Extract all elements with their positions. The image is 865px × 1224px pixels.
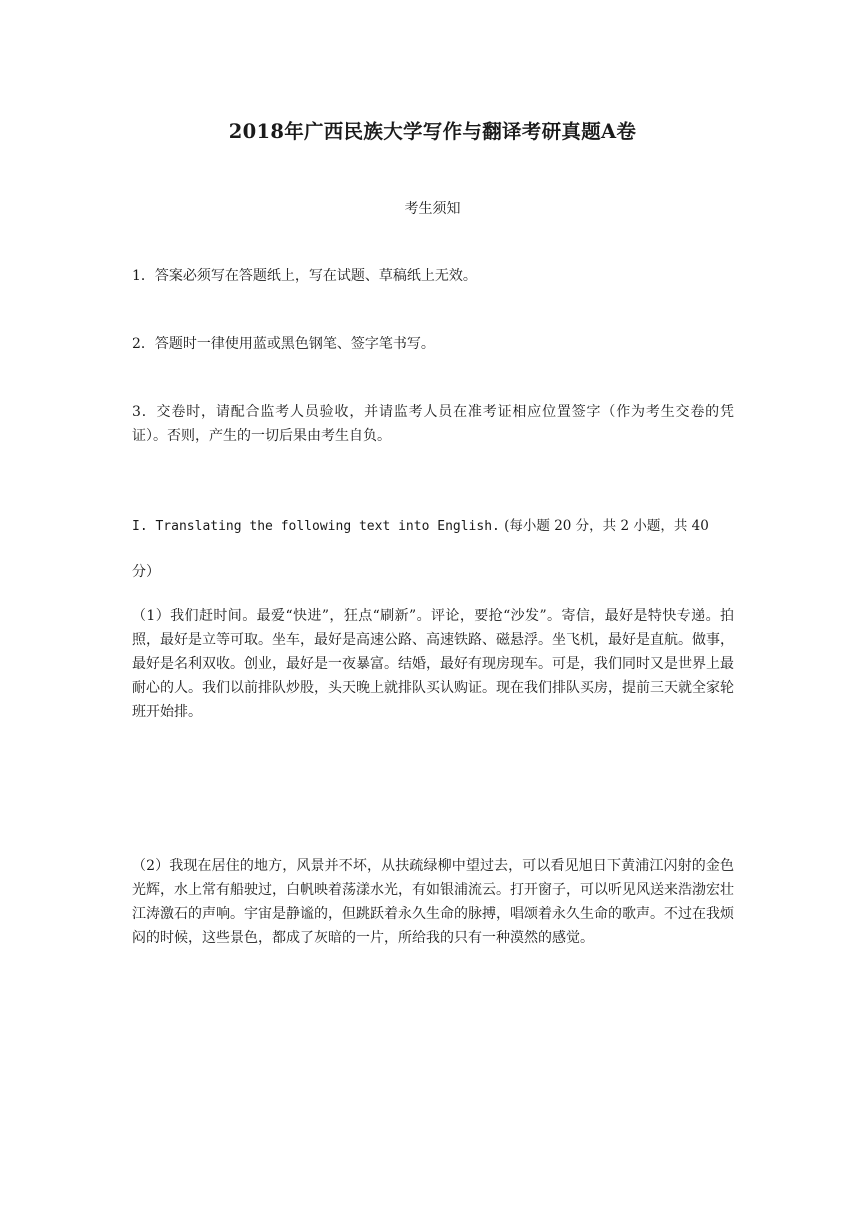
rule-item-2: 2．答题时一律使用蓝或黑色钢笔、签字笔书写。 — [132, 336, 435, 352]
section-heading-tail: 分） — [132, 564, 160, 580]
notice-heading: 考生须知 — [404, 201, 461, 217]
document-title: 2018年广西民族大学写作与翻译考研真题A卷 — [228, 120, 637, 143]
section-heading — [132, 514, 734, 539]
section-heading-points: (每小题 20 分，共 2 小题，共 40 — [504, 518, 709, 534]
rule-item-1: 1．答案必须写在答题纸上，写在试题、草稿纸上无效。 — [132, 268, 477, 284]
section-heading-english: I. Translating the following text into English. — [132, 519, 500, 534]
passage-2: （2）我现在居住的地方，风景并不坏，从扶疏绿柳中望过去，可以看见旭日下黄浦江闪射的金色光辉，水上常有船驶过，白帆映着荡漾水光，有如银浦流云。打开窗子，可以听见风送来浩渤宏壮江涛激石的声响。宇宙是静谧的，但跳跃着永久生命的脉搏，唱颂着永久生命的歌声。不过在我烦闷的时候，这些景色，都成了灰暗的一片，所给我的只有一种漠然的感觉。 — [132, 858, 734, 946]
passage-1: （1）我们赶时间。最爱“快进”，狂点“刷新”。评论，要抢“沙发”。寄信，最好是特快专递。拍照，最好是立等可取。坐车，最好是高速公路、高速铁路、磁悬浮。坐飞机，最好是直航。做事，最好是名利双收。创业，最好是一夜暴富。结婚，最好有现房现车。可是，我们同时又是世界上最耐心的人。我们以前排队炒股，头天晚上就排队买认购证。现在我们排队买房，提前三天就全家轮班开始排。 — [132, 608, 734, 720]
rule-item-3: 3．交卷时，请配合监考人员验收，并请监考人员在准考证相应位置签字（作为考生交卷的凭证）。否则，产生的一切后果由考生自负。 — [132, 404, 734, 444]
